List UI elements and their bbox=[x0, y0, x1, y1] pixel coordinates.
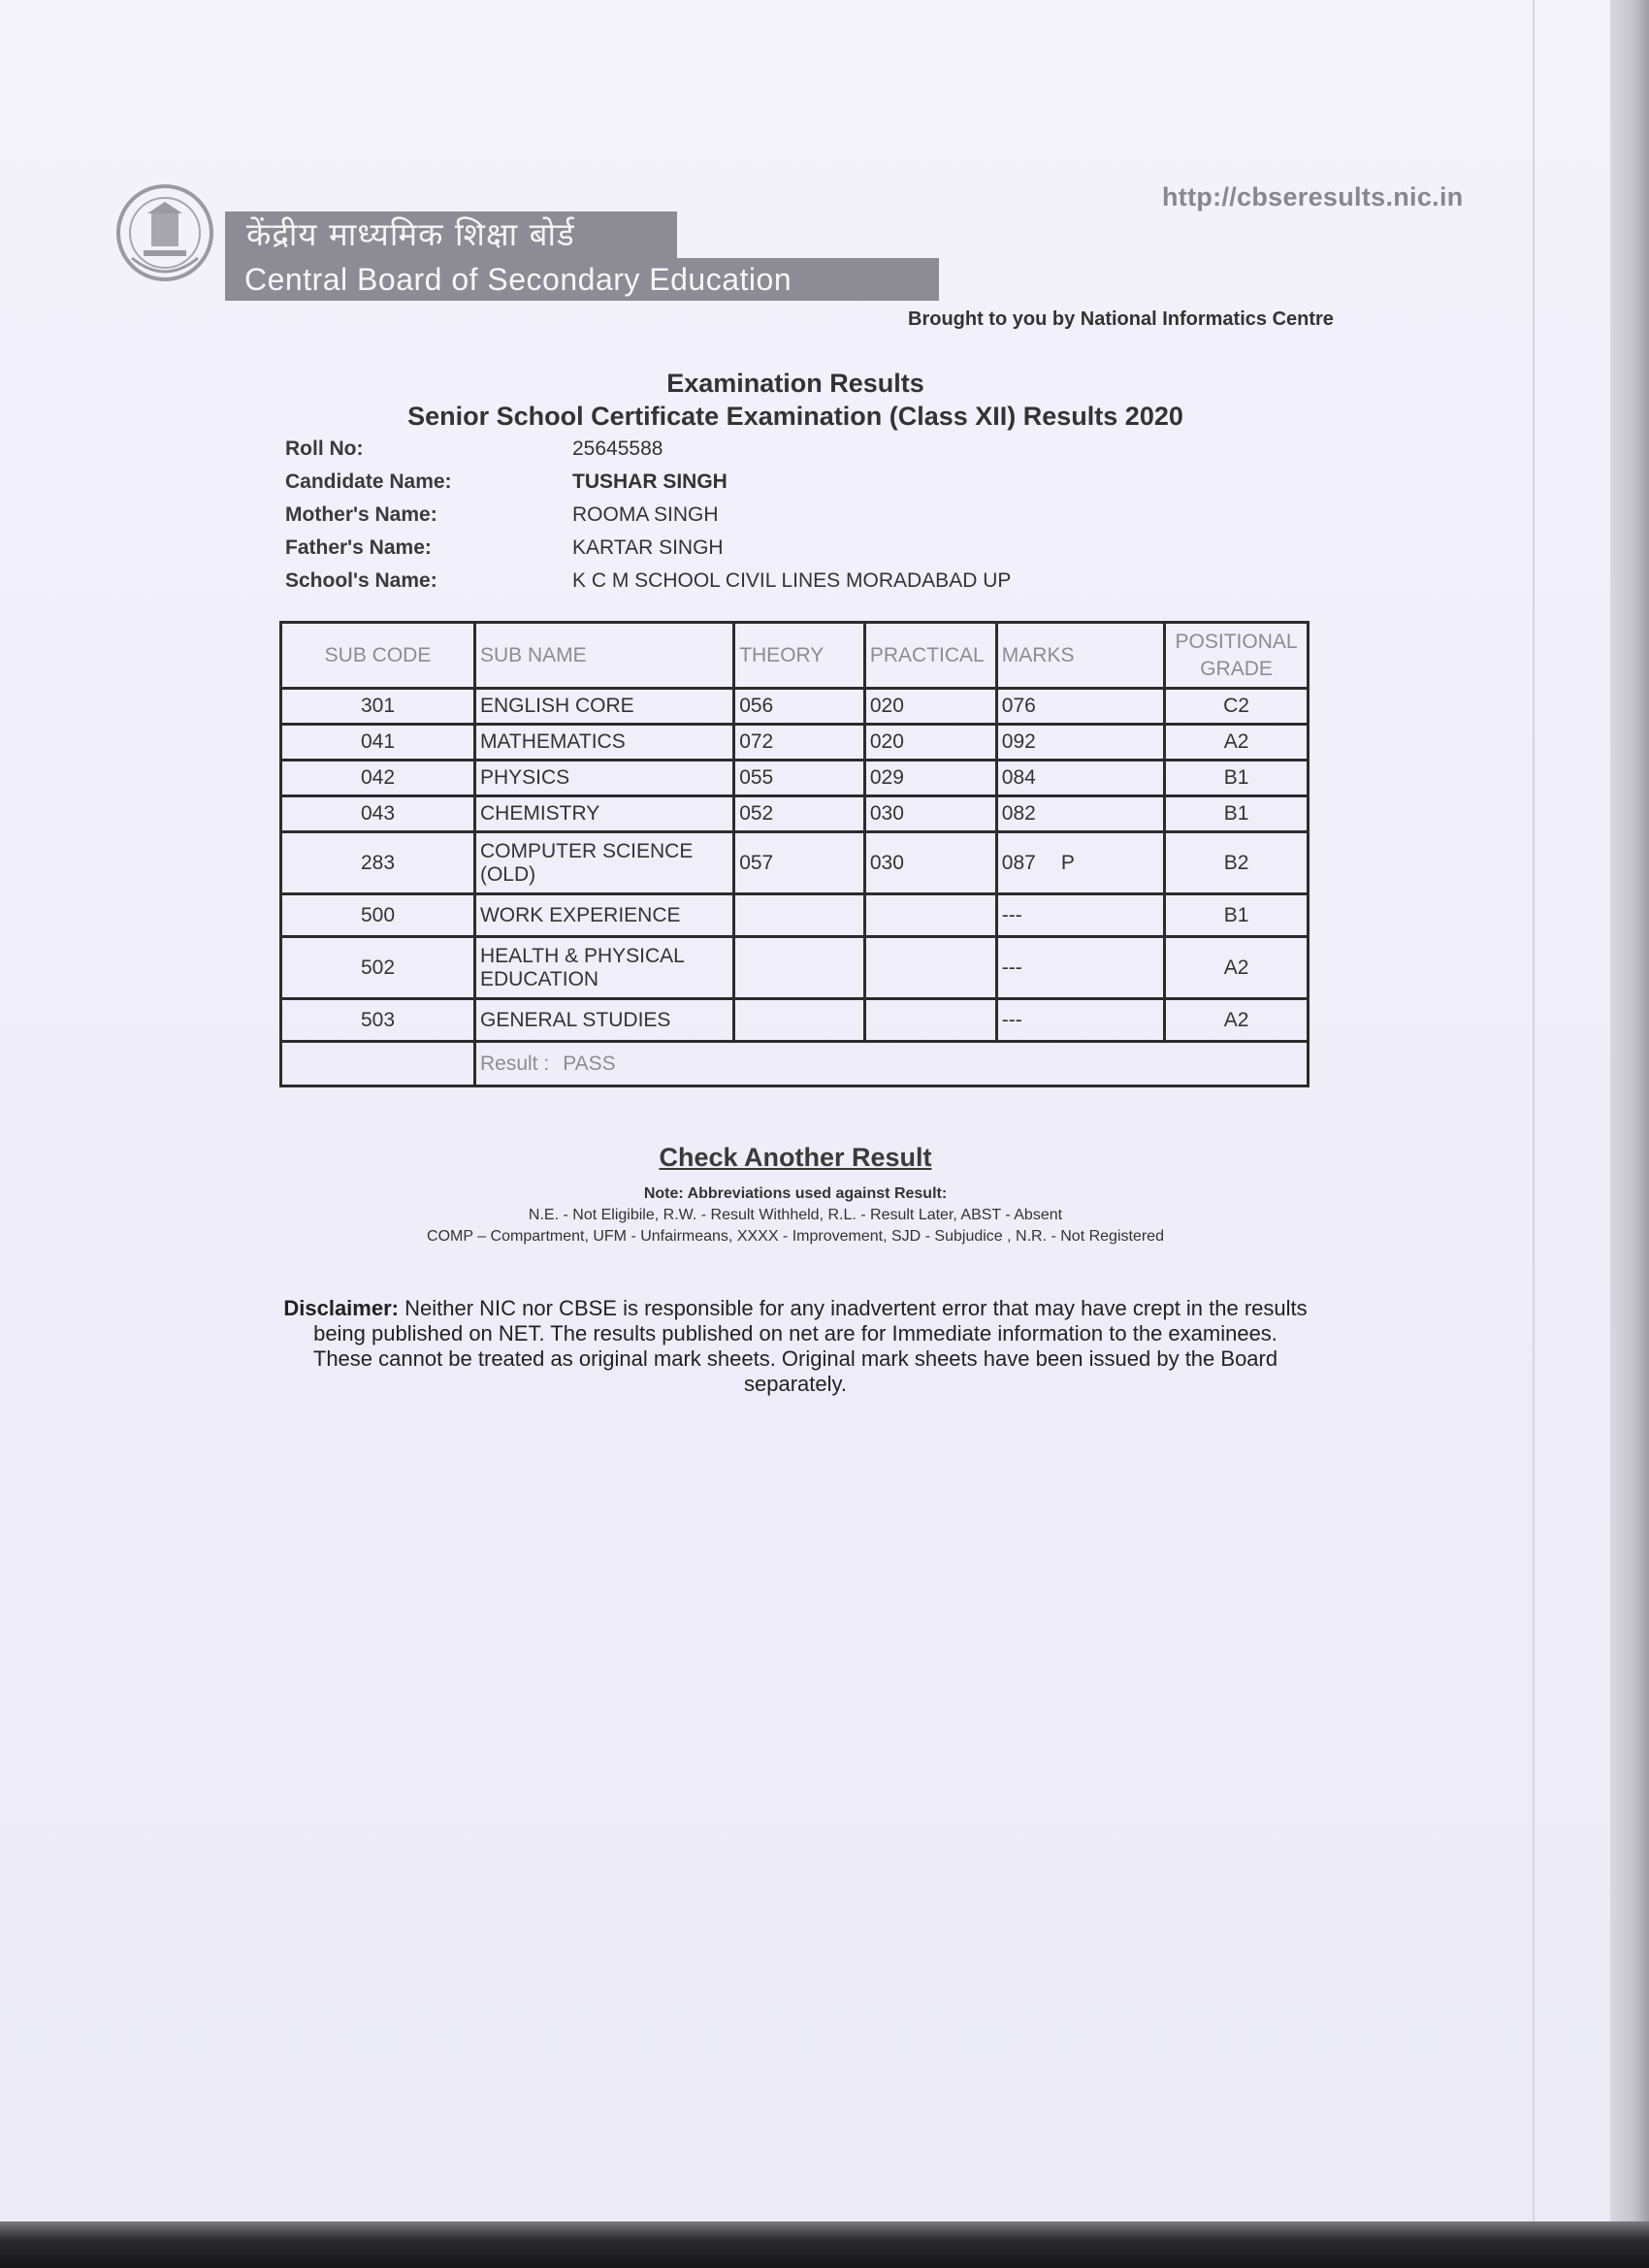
school-name-label: School's Name: bbox=[285, 569, 437, 592]
positional-grade: C2 bbox=[1165, 689, 1309, 725]
total-marks-cell bbox=[996, 832, 1164, 894]
cbse-name-english: Central Board of Secondary Education bbox=[225, 258, 939, 301]
sub-name bbox=[474, 832, 733, 894]
table-row bbox=[281, 689, 1309, 725]
father-name-label: Father's Name: bbox=[285, 536, 432, 559]
sub-code: 301 bbox=[281, 689, 475, 725]
mother-name-row bbox=[285, 499, 1011, 532]
sub-name: WORK EXPERIENCE bbox=[474, 894, 733, 937]
positional-grade: A2 bbox=[1165, 937, 1309, 999]
sub-code: 502 bbox=[281, 937, 475, 999]
positional-grade: B1 bbox=[1165, 761, 1309, 796]
result-empty-cell bbox=[281, 1042, 475, 1086]
roll-label: Roll No: bbox=[285, 437, 364, 460]
sub-code: 283 bbox=[281, 832, 475, 894]
marks-table bbox=[279, 621, 1310, 1087]
positional-grade: A2 bbox=[1165, 999, 1309, 1042]
sub-name-line1: HEALTH & PHYSICAL bbox=[479, 944, 685, 967]
practical-marks: 030 bbox=[864, 832, 996, 894]
total-marks: 092 bbox=[996, 725, 1164, 761]
scan-edge-bottom bbox=[0, 2221, 1649, 2268]
disclaimer-text: Neither NIC nor CBSE is responsible for any inadvertent error that may have crept in the results being published on NET. The results published on net are for Immediate information to the examinees. These cannot be treated as original mark sheets. Original mark sheets have been issued by the Board separately. bbox=[312, 1296, 1308, 1396]
father-name-row bbox=[285, 532, 1011, 565]
theory-marks: 052 bbox=[734, 796, 865, 832]
mother-name-label: Mother's Name: bbox=[285, 503, 437, 526]
candidate-name-value: TUSHAR SINGH bbox=[572, 470, 728, 493]
candidate-name-row bbox=[285, 466, 1011, 499]
sub-name: CHEMISTRY bbox=[474, 796, 733, 832]
total-marks: 084 bbox=[996, 761, 1164, 796]
sub-name bbox=[474, 937, 733, 999]
sub-name: PHYSICS bbox=[474, 761, 733, 796]
fold-line bbox=[1533, 0, 1535, 2221]
header-grade-line2: GRADE bbox=[1200, 657, 1273, 680]
table-row bbox=[281, 894, 1309, 937]
practical-marks: 030 bbox=[864, 796, 996, 832]
header-grade-line1: POSITIONAL bbox=[1175, 630, 1298, 653]
theory-marks: 072 bbox=[734, 725, 865, 761]
total-marks: 082 bbox=[996, 796, 1164, 832]
father-name-value: KARTAR SINGH bbox=[572, 536, 724, 559]
header-theory: THEORY bbox=[734, 623, 865, 689]
total-marks: 087 bbox=[1001, 851, 1036, 874]
result-cell bbox=[474, 1042, 1308, 1086]
result-value: PASS bbox=[563, 1052, 616, 1075]
sub-code: 503 bbox=[281, 999, 475, 1042]
positional-grade: B2 bbox=[1165, 832, 1309, 894]
sub-name-line1: COMPUTER SCIENCE bbox=[479, 839, 694, 862]
practical-marks: 020 bbox=[864, 725, 996, 761]
result-row bbox=[281, 1042, 1309, 1086]
theory-marks bbox=[734, 937, 865, 999]
sub-code: 500 bbox=[281, 894, 475, 937]
table-row bbox=[281, 832, 1309, 894]
total-marks: 076 bbox=[996, 689, 1164, 725]
mother-name-value: ROOMA SINGH bbox=[572, 503, 719, 526]
candidate-name-label: Candidate Name: bbox=[285, 470, 452, 493]
table-row bbox=[281, 761, 1309, 796]
note-line-2: COMP – Compartment, UFM - Unfairmeans, XXXX - Improvement, SJD - Subjudice , N.R. - Not Registered bbox=[427, 1228, 1164, 1245]
roll-row bbox=[285, 433, 1011, 466]
sub-code: 042 bbox=[281, 761, 475, 796]
school-name-value: K C M SCHOOL CIVIL LINES MORADABAD UP bbox=[572, 569, 1012, 592]
sub-name: MATHEMATICS bbox=[474, 725, 733, 761]
total-marks: --- bbox=[996, 999, 1164, 1042]
practical-marks bbox=[864, 999, 996, 1042]
header-practical: PRACTICAL bbox=[864, 623, 996, 689]
exam-title: Senior School Certificate Examination (Class XII) Results 2020 bbox=[407, 402, 1183, 431]
header-sub-name: SUB NAME bbox=[474, 623, 733, 689]
table-row bbox=[281, 999, 1309, 1042]
disclaimer-label: Disclaimer: bbox=[283, 1296, 399, 1320]
school-name-row bbox=[285, 565, 1011, 598]
theory-marks: 056 bbox=[734, 689, 865, 725]
header-sub-code: SUB CODE bbox=[281, 623, 475, 689]
theory-marks bbox=[734, 999, 865, 1042]
marks-flag: P bbox=[1060, 851, 1075, 874]
roll-value: 25645588 bbox=[572, 437, 663, 460]
page-title: Examination Results bbox=[666, 369, 924, 398]
practical-marks: 020 bbox=[864, 689, 996, 725]
header-positional-grade bbox=[1165, 623, 1309, 689]
cbse-name-hindi: केंद्रीय माध्यमिक शिक्षा बोर्ड bbox=[225, 211, 677, 258]
table-row bbox=[281, 796, 1309, 832]
sub-name: ENGLISH CORE bbox=[474, 689, 733, 725]
sub-name-line2: EDUCATION bbox=[479, 967, 599, 990]
positional-grade: B1 bbox=[1165, 796, 1309, 832]
practical-marks bbox=[864, 937, 996, 999]
theory-marks bbox=[734, 894, 865, 937]
total-marks: --- bbox=[996, 894, 1164, 937]
table-header-row bbox=[281, 623, 1309, 689]
nic-credit: Brought to you by National Informatics Centre bbox=[908, 308, 1334, 330]
sub-name: GENERAL STUDIES bbox=[474, 999, 733, 1042]
table-row bbox=[281, 725, 1309, 761]
sub-name-line2: (OLD) bbox=[479, 862, 536, 886]
candidate-info bbox=[285, 433, 1011, 598]
theory-marks: 055 bbox=[734, 761, 865, 796]
header-marks: MARKS bbox=[996, 623, 1164, 689]
site-url[interactable]: http://cbseresults.nic.in bbox=[1162, 182, 1464, 211]
note-title: Note: Abbreviations used against Result: bbox=[643, 1185, 948, 1202]
table-row bbox=[281, 937, 1309, 999]
total-marks: --- bbox=[996, 937, 1164, 999]
practical-marks bbox=[864, 894, 996, 937]
positional-grade: B1 bbox=[1165, 894, 1309, 937]
sub-code: 043 bbox=[281, 796, 475, 832]
practical-marks: 029 bbox=[864, 761, 996, 796]
cbse-emblem-icon bbox=[114, 180, 215, 289]
result-label: Result : bbox=[479, 1052, 550, 1075]
note-line-1: N.E. - Not Eligibile, R.W. - Result Withheld, R.L. - Result Later, ABST - Absent bbox=[528, 1207, 1063, 1223]
check-another-result-link[interactable]: Check Another Result bbox=[659, 1143, 932, 1172]
scan-edge-right bbox=[1610, 0, 1649, 2268]
disclaimer bbox=[281, 1296, 1310, 1397]
positional-grade: A2 bbox=[1165, 725, 1309, 761]
sub-code: 041 bbox=[281, 725, 475, 761]
theory-marks: 057 bbox=[734, 832, 865, 894]
